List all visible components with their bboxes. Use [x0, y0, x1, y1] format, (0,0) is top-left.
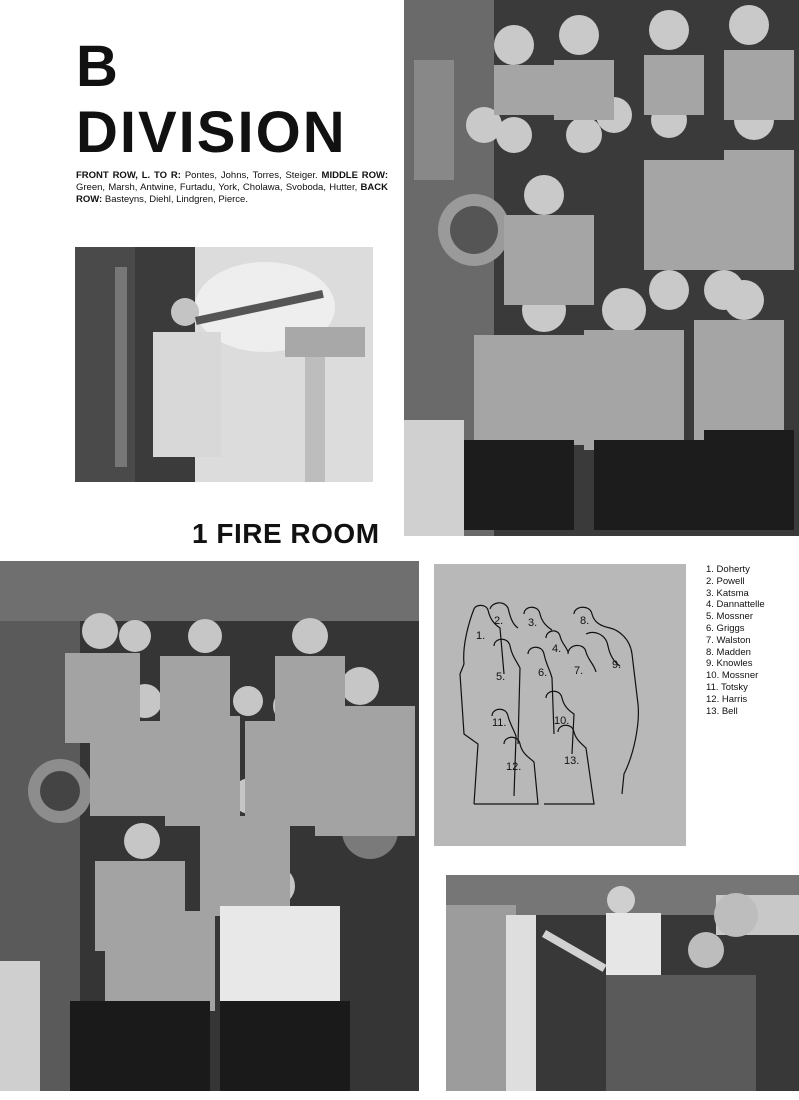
key-entry: 1. Doherty — [706, 564, 750, 575]
key-entry: 11. Totsky — [706, 681, 748, 693]
svg-text:11.: 11. — [492, 717, 507, 729]
key-entry: 13. Bell — [706, 705, 738, 717]
name-key-diagram — [434, 564, 686, 846]
svg-text:2.: 2. — [494, 615, 504, 627]
key-entry: 2. Powell — [706, 575, 745, 587]
svg-text:13.: 13. — [564, 755, 580, 767]
caption-middle-names: Green, Marsh, Antwine, Furtadu, York, Cholawa, Svoboda, Hutter, — [76, 182, 358, 193]
key-entry: 12. Harris — [706, 693, 748, 705]
photo-valve-workers — [446, 875, 799, 1091]
key-entry: 3. Katsma — [706, 587, 749, 599]
page-title-word: DIVISION — [76, 100, 347, 165]
svg-text:8.: 8. — [580, 615, 590, 627]
photo-wrench-worker — [75, 247, 373, 482]
caption-front-names: Pontes, Johns, Torres, Steiger. — [180, 170, 318, 181]
group-caption — [76, 170, 388, 206]
name-key-list — [706, 564, 765, 717]
key-entry: 10. Mossner — [706, 670, 759, 682]
key-entry: 7. Walston — [706, 634, 751, 646]
section-heading: 1 FIRE ROOM — [192, 518, 380, 549]
group-photo-b-division — [404, 0, 799, 536]
key-entry: 6. Griggs — [706, 622, 745, 634]
svg-text:3.: 3. — [528, 617, 538, 629]
page-title-letter: B — [76, 34, 119, 99]
svg-text:10.: 10. — [554, 715, 570, 727]
key-entry: 4. Dannattelle — [706, 599, 765, 611]
key-entry: 9. Knowles — [706, 658, 753, 670]
svg-text:5.: 5. — [496, 671, 506, 683]
key-entry: 8. Madden — [706, 646, 751, 658]
svg-text:6.: 6. — [538, 667, 548, 679]
svg-text:12.: 12. — [506, 761, 522, 773]
caption-back-names: Basteyns, Diehl, Lindgren, Pierce. — [102, 194, 248, 205]
key-entry: 5. Mossner — [706, 611, 753, 623]
caption-middle-label: MIDDLE ROW: — [317, 170, 389, 181]
svg-text:4.: 4. — [552, 643, 562, 655]
svg-text:9.: 9. — [612, 659, 622, 671]
svg-text:7.: 7. — [574, 665, 584, 677]
svg-text:1.: 1. — [476, 630, 486, 642]
group-photo-fire-room — [0, 561, 419, 1091]
caption-back-label: BACK ROW: — [76, 182, 388, 205]
caption-front-label: FRONT ROW, L. TO R: — [76, 170, 181, 181]
